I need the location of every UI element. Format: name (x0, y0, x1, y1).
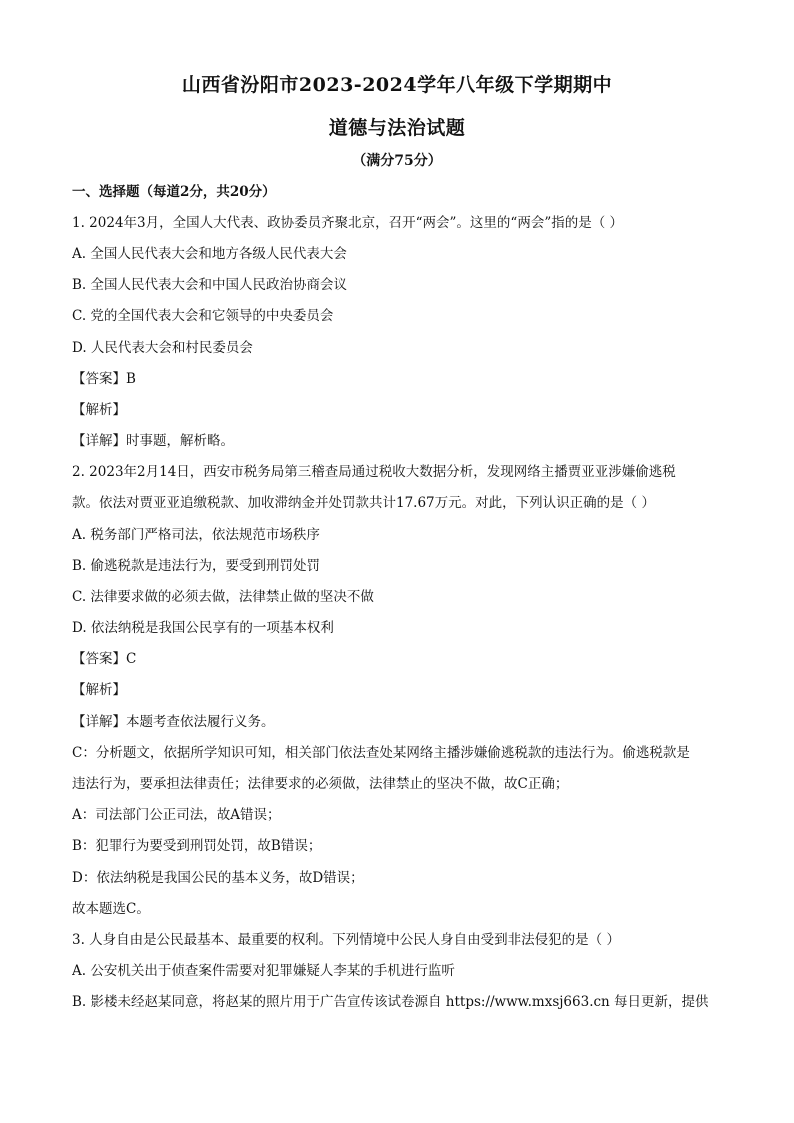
section-heading: 一、选择题（每道2分，共20分） (72, 184, 276, 200)
q1-detail: 【详解】时事题，解析略。 (72, 433, 234, 449)
q2-option-a: A. 税务部门严格司法，依法规范市场秩序 (72, 527, 320, 543)
q1-answer: 【答案】B (72, 371, 136, 387)
q2-option-b: B. 偷逃税款是违法行为，要受到刑罚处罚 (72, 558, 321, 574)
q2-option-c: C. 法律要求做的必须去做，法律禁止做的坚决不做 (72, 589, 374, 605)
q2-option-d: D. 依法纳税是我国公民享有的一项基本权利 (72, 620, 334, 636)
q2-stem-line2: 款。依法对贾亚亚追缴税款、加收滞纳金并处罚款共计17.67万元。对此，下列认识正确的是（ ） (72, 495, 655, 511)
q3-option-b: B. 影楼未经赵某同意，将赵某的照片用于广告宣传该试卷源自 https://www.mxsj663.cn 每日更新，提供 (72, 994, 709, 1010)
q1-option-c: C. 党的全国代表大会和它领导的中央委员会 (72, 308, 334, 324)
q2-answer: 【答案】C (72, 651, 137, 667)
exam-subject: 道德与法治试题 (328, 117, 466, 139)
q1-option-d: D. 人民代表大会和村民委员会 (72, 340, 253, 356)
q2-analysis-label: 【解析】 (72, 682, 126, 698)
q2-explanation-d: D：依法纳税是我国公民的基本义务，故D错误； (72, 870, 364, 886)
q1-analysis-label: 【解析】 (72, 402, 126, 418)
q3-stem: 3. 人身自由是公民最基本、最重要的权利。下列情境中公民人身自由受到非法侵犯的是（ ） (72, 932, 620, 948)
q2-explanation-c-line1: C：分析题文，依据所学知识可知，相关部门依法查处某网络主播涉嫌偷逃税款的违法行为。偷逃税款是 (72, 745, 690, 761)
q1-option-a: A. 全国人民代表大会和地方各级人民代表大会 (72, 246, 347, 262)
q2-explanation-b: B：犯罪行为要受到刑罚处罚，故B错误； (72, 838, 322, 854)
q3-option-a: A. 公安机关出于侦查案件需要对犯罪嫌疑人李某的手机进行监听 (72, 963, 455, 979)
q2-explanation-a: A：司法部门公正司法，故A错误； (72, 807, 281, 823)
q2-detail: 【详解】本题考查依法履行义务。 (72, 714, 275, 730)
q2-stem-line1: 2. 2023年2月14日，西安市税务局第三稽查局通过税收大数据分析，发现网络主播贾亚亚涉嫌偷逃税 (72, 464, 676, 480)
q1-stem: 1. 2024年3月，全国人大代表、政协委员齐聚北京，召开“两会”。这里的“两会”指的是（ ） (72, 215, 624, 231)
q1-option-b: B. 全国人民代表大会和中国人民政治协商会议 (72, 277, 348, 293)
q2-conclusion: 故本题选C。 (72, 901, 150, 917)
full-score-note: （满分75分） (352, 153, 442, 169)
exam-title: 山西省汾阳市2023-2024学年八年级下学期期中 (181, 74, 613, 96)
q2-explanation-c-line2: 违法行为，要承担法律责任；法律要求的必须做，法律禁止的坚决不做，故C正确； (72, 776, 569, 792)
